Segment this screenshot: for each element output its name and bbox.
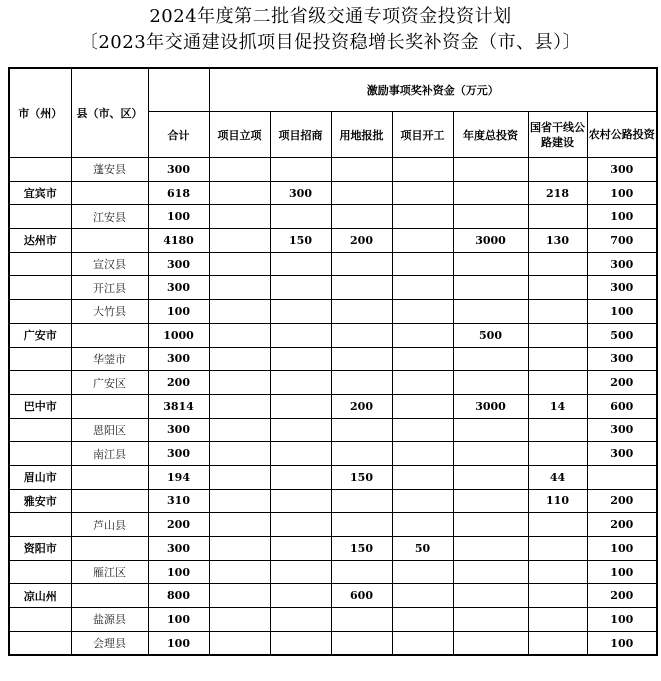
county-cell: 开江县 (71, 276, 148, 300)
county-cell: 宣汉县 (71, 252, 148, 276)
value-cell (270, 513, 331, 537)
value-cell (453, 584, 528, 608)
county-cell: 蓬安县 (71, 158, 148, 182)
table-row (9, 608, 657, 632)
value-cell (209, 418, 270, 442)
city-cell (9, 418, 71, 442)
city-cell (9, 631, 71, 655)
value-cell (392, 584, 453, 608)
value-cell: 200 (331, 394, 392, 418)
header-project-investment-attraction: 项目招商 (270, 112, 331, 158)
value-cell (270, 252, 331, 276)
header-city: 市（州） (9, 68, 71, 158)
value-cell: 600 (587, 394, 657, 418)
county-cell: 大竹县 (71, 300, 148, 324)
table-row (9, 276, 657, 300)
table-row (9, 252, 657, 276)
value-cell (331, 418, 392, 442)
value-cell: 3814 (148, 394, 209, 418)
value-cell (270, 560, 331, 584)
value-cell (209, 513, 270, 537)
city-cell: 巴中市 (9, 394, 71, 418)
county-cell (71, 465, 148, 489)
value-cell (331, 442, 392, 466)
table-row (9, 537, 657, 561)
value-cell (209, 584, 270, 608)
value-cell (270, 158, 331, 182)
table-row (9, 300, 657, 324)
value-cell (453, 300, 528, 324)
table-row (9, 584, 657, 608)
document-subtitle: 〔2023年交通建设抓项目促投资稳增长奖补资金（市、县）〕 (79, 32, 582, 53)
value-cell (453, 158, 528, 182)
value-cell: 4180 (148, 229, 209, 253)
value-cell (453, 513, 528, 537)
value-cell: 100 (587, 537, 657, 561)
value-cell (392, 205, 453, 229)
value-cell (528, 371, 587, 395)
value-cell: 200 (148, 371, 209, 395)
value-cell (528, 347, 587, 371)
value-cell (528, 276, 587, 300)
table-row (9, 205, 657, 229)
value-cell (209, 537, 270, 561)
table-row (9, 371, 657, 395)
value-cell (453, 631, 528, 655)
value-cell (270, 205, 331, 229)
header-total: 合计 (148, 112, 209, 158)
value-cell (331, 252, 392, 276)
value-cell (209, 205, 270, 229)
value-cell (270, 631, 331, 655)
city-cell: 宜宾市 (9, 181, 71, 205)
value-cell (392, 252, 453, 276)
table-row (9, 394, 657, 418)
document-title: 2024年度第二批省级交通专项资金投资计划 (149, 6, 512, 27)
value-cell: 500 (587, 323, 657, 347)
value-cell: 150 (270, 229, 331, 253)
value-cell (270, 489, 331, 513)
value-cell (209, 442, 270, 466)
value-cell (331, 513, 392, 537)
header-trunk-road-construction: 国省干线公路建设 (528, 112, 587, 158)
value-cell (270, 276, 331, 300)
value-cell (270, 465, 331, 489)
value-cell (392, 181, 453, 205)
value-cell: 300 (148, 347, 209, 371)
value-cell: 300 (587, 276, 657, 300)
value-cell: 1000 (148, 323, 209, 347)
value-cell: 110 (528, 489, 587, 513)
value-cell (331, 489, 392, 513)
value-cell (209, 489, 270, 513)
county-cell (71, 489, 148, 513)
county-cell (71, 229, 148, 253)
table-row (9, 513, 657, 537)
header-rural-road-investment: 农村公路投资 (587, 112, 657, 158)
value-cell (528, 418, 587, 442)
table-row (9, 442, 657, 466)
value-cell: 100 (587, 560, 657, 584)
value-cell: 100 (148, 300, 209, 324)
county-cell: 广安区 (71, 371, 148, 395)
header-incentive-group: 激励事项奖补资金（万元） (209, 68, 657, 112)
value-cell (453, 489, 528, 513)
value-cell (528, 537, 587, 561)
value-cell: 300 (148, 276, 209, 300)
value-cell (392, 323, 453, 347)
value-cell (453, 608, 528, 632)
city-cell: 眉山市 (9, 465, 71, 489)
value-cell (528, 252, 587, 276)
city-cell (9, 442, 71, 466)
value-cell (270, 418, 331, 442)
value-cell: 50 (392, 537, 453, 561)
value-cell (528, 442, 587, 466)
city-cell: 达州市 (9, 229, 71, 253)
value-cell (270, 371, 331, 395)
value-cell: 194 (148, 465, 209, 489)
value-cell (392, 631, 453, 655)
value-cell (209, 181, 270, 205)
value-cell (331, 205, 392, 229)
header-project-approval: 项目立项 (209, 112, 270, 158)
table-row (9, 489, 657, 513)
value-cell (209, 347, 270, 371)
value-cell: 100 (587, 300, 657, 324)
value-cell (453, 205, 528, 229)
value-cell: 100 (587, 181, 657, 205)
value-cell (528, 631, 587, 655)
city-cell: 凉山州 (9, 584, 71, 608)
value-cell: 14 (528, 394, 587, 418)
value-cell: 3000 (453, 394, 528, 418)
value-cell (270, 537, 331, 561)
value-cell (331, 323, 392, 347)
value-cell (209, 252, 270, 276)
value-cell (528, 158, 587, 182)
value-cell (392, 394, 453, 418)
value-cell (392, 608, 453, 632)
county-cell: 恩阳区 (71, 418, 148, 442)
value-cell: 300 (270, 181, 331, 205)
value-cell: 150 (331, 537, 392, 561)
value-cell: 300 (148, 158, 209, 182)
value-cell (209, 300, 270, 324)
value-cell (209, 560, 270, 584)
value-cell: 130 (528, 229, 587, 253)
value-cell (331, 181, 392, 205)
value-cell (331, 276, 392, 300)
table-row (9, 631, 657, 655)
value-cell (392, 229, 453, 253)
value-cell (392, 300, 453, 324)
value-cell: 200 (587, 584, 657, 608)
value-cell (392, 276, 453, 300)
value-cell: 300 (148, 537, 209, 561)
value-cell: 200 (331, 229, 392, 253)
value-cell: 300 (587, 347, 657, 371)
value-cell (453, 465, 528, 489)
value-cell: 300 (148, 418, 209, 442)
value-cell (453, 418, 528, 442)
value-cell (528, 560, 587, 584)
value-cell: 100 (587, 205, 657, 229)
value-cell (392, 513, 453, 537)
value-cell (331, 300, 392, 324)
city-cell (9, 252, 71, 276)
county-cell: 江安县 (71, 205, 148, 229)
value-cell (392, 347, 453, 371)
value-cell (453, 537, 528, 561)
city-cell (9, 371, 71, 395)
city-cell: 雅安市 (9, 489, 71, 513)
value-cell (331, 347, 392, 371)
value-cell: 200 (587, 513, 657, 537)
value-cell: 3000 (453, 229, 528, 253)
table-row (9, 181, 657, 205)
value-cell (528, 584, 587, 608)
value-cell: 300 (587, 158, 657, 182)
county-cell (71, 323, 148, 347)
header-land-approval: 用地报批 (331, 112, 392, 158)
value-cell (453, 371, 528, 395)
value-cell (528, 323, 587, 347)
value-cell (209, 371, 270, 395)
value-cell: 100 (148, 560, 209, 584)
value-cell (331, 158, 392, 182)
value-cell: 300 (587, 252, 657, 276)
city-cell (9, 300, 71, 324)
value-cell (528, 205, 587, 229)
value-cell (453, 442, 528, 466)
value-cell (331, 560, 392, 584)
value-cell (331, 371, 392, 395)
value-cell: 100 (148, 205, 209, 229)
value-cell: 44 (528, 465, 587, 489)
county-cell (71, 394, 148, 418)
value-cell: 300 (148, 442, 209, 466)
city-cell: 资阳市 (9, 537, 71, 561)
value-cell (392, 560, 453, 584)
header-project-start: 项目开工 (392, 112, 453, 158)
value-cell (453, 276, 528, 300)
county-cell: 华蓥市 (71, 347, 148, 371)
value-cell: 300 (587, 418, 657, 442)
value-cell (392, 371, 453, 395)
county-cell: 盐源县 (71, 608, 148, 632)
value-cell: 600 (331, 584, 392, 608)
value-cell (209, 229, 270, 253)
table-row (9, 418, 657, 442)
value-cell (270, 584, 331, 608)
value-cell (270, 347, 331, 371)
city-cell (9, 608, 71, 632)
value-cell: 100 (587, 631, 657, 655)
city-cell (9, 560, 71, 584)
value-cell (528, 300, 587, 324)
value-cell: 300 (587, 442, 657, 466)
funding-table (8, 67, 658, 656)
city-cell (9, 205, 71, 229)
table-row (9, 158, 657, 182)
value-cell (209, 394, 270, 418)
value-cell (528, 608, 587, 632)
value-cell (392, 158, 453, 182)
table-row (9, 347, 657, 371)
value-cell (392, 442, 453, 466)
value-cell: 310 (148, 489, 209, 513)
value-cell (270, 394, 331, 418)
header-county: 县（市、区） (71, 68, 148, 158)
city-cell (9, 513, 71, 537)
value-cell: 200 (587, 489, 657, 513)
county-cell: 芦山县 (71, 513, 148, 537)
value-cell (209, 465, 270, 489)
header-blank (148, 68, 209, 112)
header-row-1 (9, 68, 657, 112)
value-cell (453, 560, 528, 584)
city-cell (9, 276, 71, 300)
table-row (9, 323, 657, 347)
value-cell: 100 (148, 631, 209, 655)
value-cell (270, 300, 331, 324)
value-cell (528, 513, 587, 537)
value-cell (453, 252, 528, 276)
value-cell (331, 608, 392, 632)
value-cell: 500 (453, 323, 528, 347)
value-cell: 618 (148, 181, 209, 205)
value-cell (331, 631, 392, 655)
value-cell: 200 (148, 513, 209, 537)
table-row (9, 560, 657, 584)
county-cell: 雁江区 (71, 560, 148, 584)
value-cell (392, 418, 453, 442)
county-cell (71, 584, 148, 608)
county-cell (71, 537, 148, 561)
value-cell (392, 489, 453, 513)
value-cell (209, 158, 270, 182)
city-cell: 广安市 (9, 323, 71, 347)
value-cell: 200 (587, 371, 657, 395)
value-cell (209, 323, 270, 347)
value-cell: 100 (587, 608, 657, 632)
value-cell (587, 465, 657, 489)
county-cell: 会理县 (71, 631, 148, 655)
value-cell: 150 (331, 465, 392, 489)
county-cell (71, 181, 148, 205)
value-cell: 100 (148, 608, 209, 632)
value-cell (270, 608, 331, 632)
value-cell: 700 (587, 229, 657, 253)
value-cell (453, 347, 528, 371)
county-cell: 南江县 (71, 442, 148, 466)
table-row (9, 465, 657, 489)
value-cell (209, 631, 270, 655)
value-cell (453, 181, 528, 205)
value-cell: 300 (148, 252, 209, 276)
value-cell (392, 465, 453, 489)
value-cell: 218 (528, 181, 587, 205)
value-cell (209, 276, 270, 300)
value-cell: 800 (148, 584, 209, 608)
value-cell (270, 323, 331, 347)
table-row (9, 229, 657, 253)
value-cell (209, 608, 270, 632)
city-cell (9, 158, 71, 182)
city-cell (9, 347, 71, 371)
value-cell (270, 442, 331, 466)
header-annual-investment: 年度总投资 (453, 112, 528, 158)
